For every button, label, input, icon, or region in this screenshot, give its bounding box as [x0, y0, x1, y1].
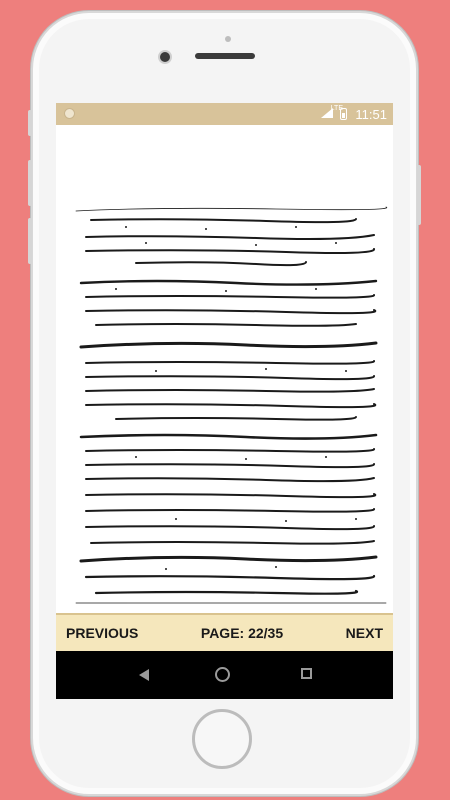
physical-home-button[interactable]	[192, 709, 252, 769]
earpiece-speaker	[195, 53, 255, 59]
scanned-urdu-text	[56, 125, 393, 613]
notification-icon	[64, 108, 75, 119]
battery-icon	[340, 108, 347, 120]
volume-up-button	[28, 160, 32, 206]
book-page-image	[56, 125, 393, 613]
proximity-sensor	[225, 36, 231, 42]
front-camera	[160, 52, 170, 62]
volume-down-button	[28, 218, 32, 264]
previous-button[interactable]: PREVIOUS	[66, 625, 139, 641]
back-icon[interactable]	[139, 669, 149, 681]
page-indicator: PAGE: 22/35	[200, 625, 284, 641]
power-button	[417, 165, 421, 225]
page-navigation-bar	[56, 613, 393, 651]
screen	[56, 103, 393, 699]
status-bar	[56, 103, 393, 125]
mute-switch	[28, 110, 32, 136]
recent-apps-icon[interactable]	[301, 668, 312, 679]
android-navigation-bar	[56, 651, 393, 699]
next-button[interactable]: NEXT	[345, 625, 383, 641]
clock: 11:51	[355, 106, 387, 122]
network-type: LTE	[330, 105, 343, 112]
home-icon[interactable]	[215, 667, 230, 682]
